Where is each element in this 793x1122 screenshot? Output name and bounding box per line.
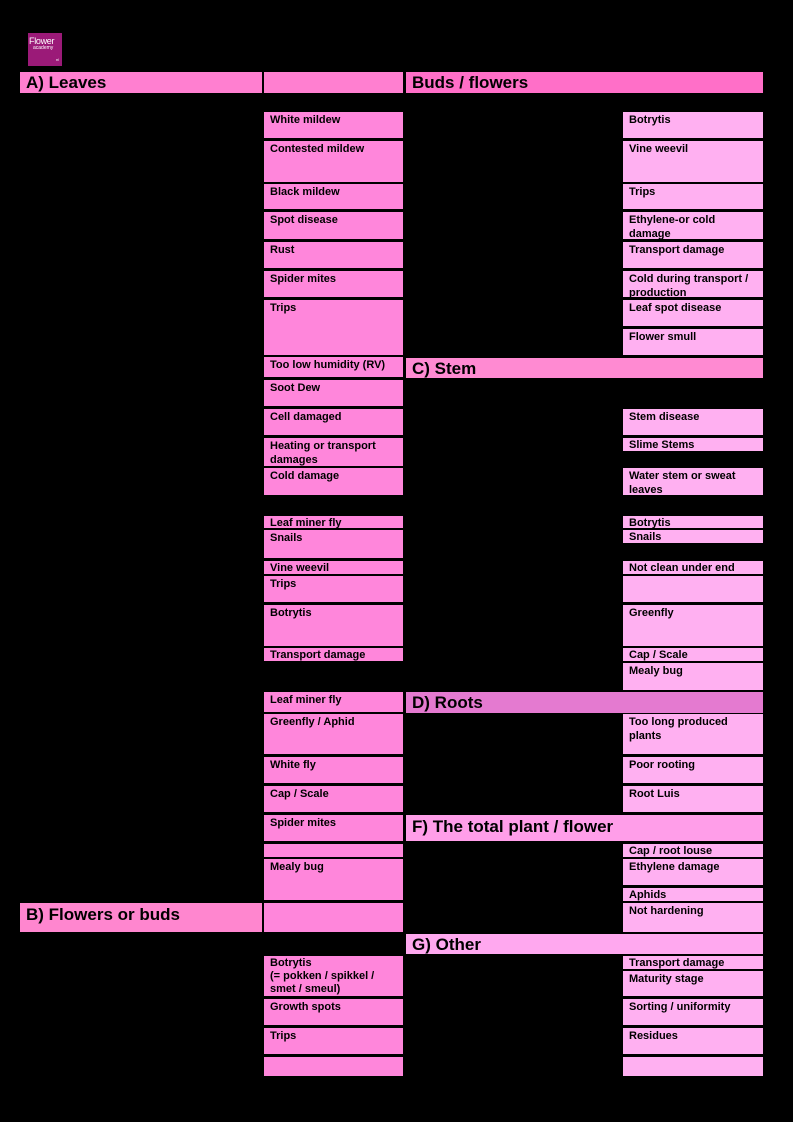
right-cell: Stem disease bbox=[623, 409, 763, 435]
right-cell: Transport damage bbox=[623, 242, 763, 268]
right-cell: Sorting / uniformity bbox=[623, 999, 763, 1025]
right-cell: Snails bbox=[623, 530, 763, 543]
right-cell: Greenfly bbox=[623, 605, 763, 646]
left-cell: Snails bbox=[264, 530, 403, 558]
right-cell: Not hardening bbox=[623, 903, 763, 932]
left-cell: Trips bbox=[264, 300, 403, 355]
right-cell: Maturity stage bbox=[623, 971, 763, 996]
buds-flowers-header: Buds / flowers bbox=[406, 72, 763, 93]
left-cell: Mealy bug bbox=[264, 859, 403, 900]
left-cell: Botrytis bbox=[264, 605, 403, 646]
left-cell: Soot Dew bbox=[264, 380, 403, 406]
logo-word-academy: academy bbox=[33, 45, 54, 51]
left-cell bbox=[264, 844, 403, 857]
logo-word-nl: nl bbox=[56, 57, 60, 62]
right-cell bbox=[623, 1057, 763, 1076]
right-cell: Water stem or sweat leaves bbox=[623, 468, 763, 495]
left-cell: Trips bbox=[264, 576, 403, 602]
left-cell: Leaf miner fly bbox=[264, 692, 403, 712]
right-cell: Cap / root louse bbox=[623, 844, 763, 857]
left-cell: Spider mites bbox=[264, 815, 403, 841]
right-cell: Residues bbox=[623, 1028, 763, 1054]
right-cell: Cap / Scale bbox=[623, 648, 763, 661]
other-header: G) Other bbox=[406, 934, 763, 954]
right-cell: Slime Stems bbox=[623, 438, 763, 451]
right-cell: Transport damage bbox=[623, 956, 763, 969]
left-cell bbox=[264, 903, 403, 932]
roots-header: D) Roots bbox=[406, 692, 763, 713]
leaves-header-blank bbox=[264, 72, 403, 93]
left-cell: Greenfly / Aphid bbox=[264, 714, 403, 754]
left-cell: Too low humidity (RV) bbox=[264, 357, 403, 377]
right-cell: Poor rooting bbox=[623, 757, 763, 783]
left-cell: Contested mildew bbox=[264, 141, 403, 182]
total-plant-header: F) The total plant / flower bbox=[406, 815, 763, 841]
right-cell: Trips bbox=[623, 184, 763, 209]
left-cell: Spider mites bbox=[264, 271, 403, 297]
right-cell bbox=[623, 576, 763, 602]
left-cell bbox=[264, 1057, 403, 1076]
right-cell: Vine weevil bbox=[623, 141, 763, 182]
right-cell: Leaf spot disease bbox=[623, 300, 763, 326]
left-cell: Growth spots bbox=[264, 999, 403, 1025]
right-cell: Ethylene damage bbox=[623, 859, 763, 885]
stem-header: C) Stem bbox=[406, 358, 763, 378]
left-cell: Spot disease bbox=[264, 212, 403, 239]
flowers-or-buds-header: B) Flowers or buds bbox=[20, 903, 262, 932]
right-cell: Root Luis bbox=[623, 786, 763, 812]
right-cell: Botrytis bbox=[623, 112, 763, 138]
right-cell: Cold during transport / production bbox=[623, 271, 763, 297]
leaves-header: A) Leaves bbox=[20, 72, 262, 93]
right-cell: Too long produced plants bbox=[623, 714, 763, 754]
left-cell: Vine weevil bbox=[264, 561, 403, 574]
left-cell: Botrytis (= pokken / spikkel / smet / smeul) bbox=[264, 956, 403, 996]
left-cell: Heating or transport damages bbox=[264, 438, 403, 466]
left-cell: Rust bbox=[264, 242, 403, 268]
right-cell: Not clean under end bbox=[623, 561, 763, 574]
left-cell: Cell damaged bbox=[264, 409, 403, 435]
logo-word-flower: Flower bbox=[29, 36, 55, 46]
right-cell: Botrytis bbox=[623, 516, 763, 528]
right-cell: Mealy bug bbox=[623, 663, 763, 690]
left-cell: White mildew bbox=[264, 112, 403, 138]
left-cell: Cap / Scale bbox=[264, 786, 403, 812]
right-cell: Ethylene-or cold damage bbox=[623, 212, 763, 239]
left-cell: Leaf miner fly bbox=[264, 516, 403, 528]
left-cell: Black mildew bbox=[264, 184, 403, 209]
right-cell: Flower smull bbox=[623, 329, 763, 355]
left-cell: Transport damage bbox=[264, 648, 403, 661]
left-cell: Trips bbox=[264, 1028, 403, 1054]
flower-academy-logo bbox=[28, 33, 62, 66]
left-cell: White fly bbox=[264, 757, 403, 783]
right-cell: Aphids bbox=[623, 888, 763, 901]
left-cell: Cold damage bbox=[264, 468, 403, 495]
